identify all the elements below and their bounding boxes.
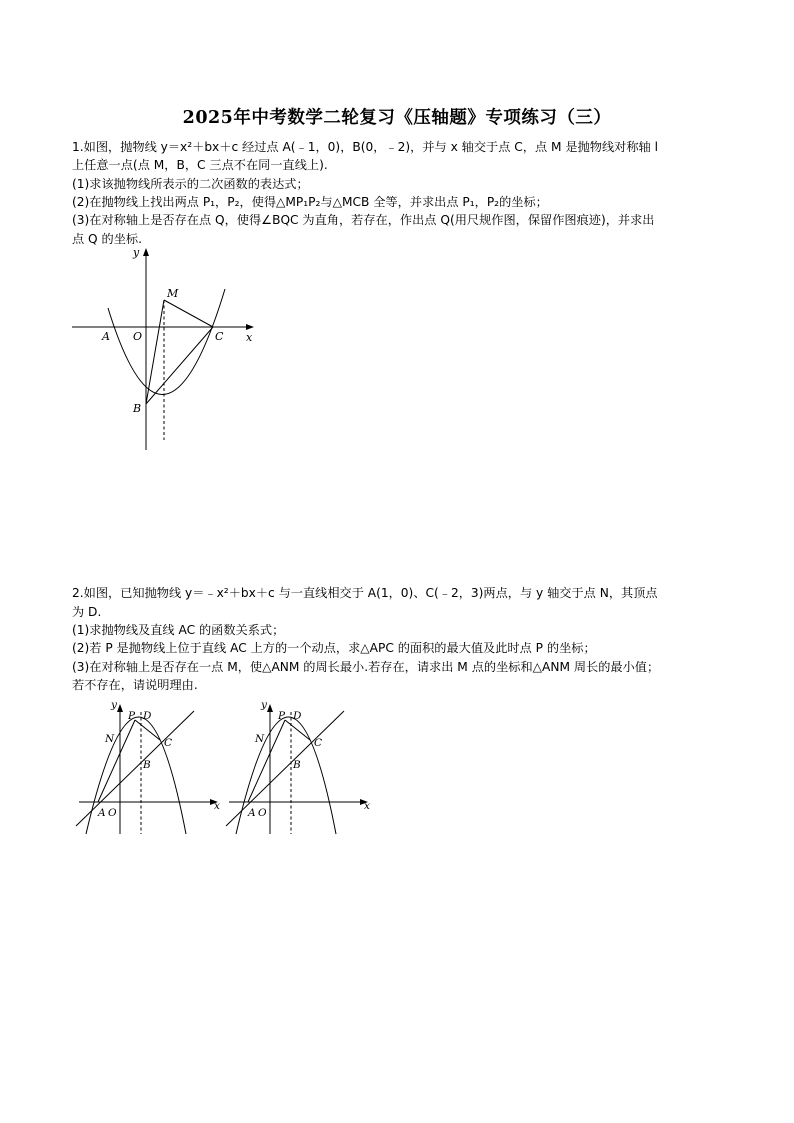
- label-C: C: [215, 330, 224, 343]
- segment-AP: [98, 720, 135, 802]
- q2-figure-right: [222, 700, 382, 840]
- label-O: O: [133, 330, 143, 343]
- label-O: O: [258, 807, 267, 819]
- label-x: x: [364, 800, 370, 812]
- q2-figure-left: [72, 700, 222, 840]
- q1-figure: [66, 242, 266, 457]
- segment-BC: [146, 327, 213, 404]
- segment-PC: [135, 720, 160, 740]
- y-arrow-icon: [117, 704, 123, 712]
- line-AC: [226, 711, 344, 826]
- label-D: D: [293, 710, 302, 722]
- label-N: N: [255, 733, 265, 745]
- segment-AP: [248, 720, 285, 802]
- label-A: A: [98, 807, 106, 819]
- label-B: B: [143, 759, 151, 771]
- label-B: B: [293, 759, 301, 771]
- q2-line-6: 若不存在，请说明理由.: [72, 678, 198, 692]
- page-title: 2025年中考数学二轮复习《压轴题》专项练习（三）: [182, 108, 612, 128]
- q2-part-3: (3)在对称轴上是否存在一点 M，使△ANM 的周长最小.若存在，请求出 M 点的坐标和△ANM 周长的最小值；: [72, 660, 660, 674]
- label-x: x: [246, 331, 253, 344]
- label-y: y: [261, 700, 267, 711]
- segment-MC: [164, 300, 213, 327]
- label-C: C: [164, 737, 173, 749]
- q1-part-3: (3)在对称轴上是否存在点 Q，使得∠BQC 为直角，若存在，作出点 Q(用尺规作图，保留作图痕迹)，并求出: [72, 213, 655, 227]
- q2-line-2: 为 D.: [72, 605, 102, 619]
- label-y: y: [133, 246, 140, 259]
- x-arrow-icon: [246, 324, 254, 330]
- label-P: P: [278, 710, 286, 722]
- label-A: A: [102, 330, 110, 343]
- label-D: D: [143, 710, 152, 722]
- label-x: x: [214, 800, 220, 812]
- q2-line-1: 2.如图，已知抛物线 y＝﹣x²＋bx＋c 与一直线相交于 A(1，0)、C(﹣2，3)两点，与 y 轴交于点 N，其顶点: [72, 586, 658, 600]
- label-O: O: [108, 807, 117, 819]
- segment-PC: [285, 720, 310, 740]
- q1-part-2: (2)在抛物线上找出两点 P₁，P₂，使得△MP₁P₂与△MCB 全等，并求出点 P₁，P₂的坐标；: [72, 195, 548, 209]
- q1-part-1: (1)求该抛物线所表示的二次函数的表达式；: [72, 177, 309, 191]
- y-arrow-icon: [143, 248, 149, 256]
- q1-line-1: 1.如图，抛物线 y＝x²＋bx＋c 经过点 A(﹣1，0)，B(0，﹣2)，并与 x 轴交于点 C，点 M 是抛物线对称轴 l: [72, 140, 658, 154]
- q2-part-1: (1)求抛物线及直线 AC 的函数关系式；: [72, 623, 285, 637]
- label-y: y: [111, 700, 117, 711]
- q1-line-6: 点 Q 的坐标.: [72, 232, 142, 246]
- label-B: B: [133, 402, 142, 415]
- q1-line-2: 上任意一点(点 M，B，C 三点不在同一直线上).: [72, 158, 328, 172]
- segment-MB: [146, 300, 164, 404]
- label-P: P: [128, 710, 136, 722]
- label-A: A: [248, 807, 256, 819]
- label-M: M: [167, 287, 179, 300]
- label-C: C: [314, 737, 323, 749]
- parabola: [108, 289, 225, 394]
- y-arrow-icon: [267, 704, 273, 712]
- label-N: N: [105, 733, 115, 745]
- q2-part-2: (2)若 P 是抛物线上位于直线 AC 上方的一个动点，求△APC 的面积的最大值及此时点 P 的坐标；: [72, 641, 596, 655]
- line-AC: [76, 711, 194, 826]
